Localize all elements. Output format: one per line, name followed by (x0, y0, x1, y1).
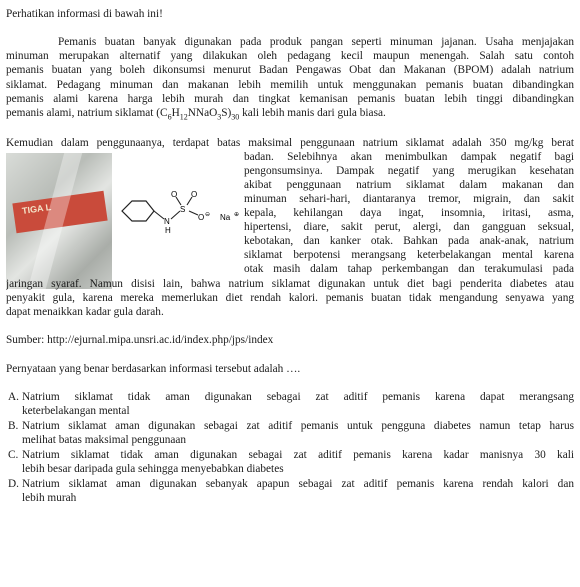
atom-n: N (164, 217, 170, 226)
para1-line-6 (6, 107, 574, 123)
para2-wrap-2: pengonsumsinya. Dampak negatif yang merugikan kesehatan (244, 165, 574, 177)
option-b-letter: B. (8, 420, 19, 432)
structural-formula (116, 189, 246, 259)
formula-sub: 30 (231, 112, 240, 122)
cyclohexane-ring (122, 201, 154, 221)
para2-wrap-9: otak masih dalam tahap perkembangan dan terakumulasi pada (244, 263, 574, 275)
option-d-line-1: Natrium siklamat aman digunakan sebanyak apapun sebagai zat aditif pemanis karena rendah kalori dan (22, 478, 574, 490)
para2-wrap-6: hipertensi, diare, sakit perut, alergi, dan gangguan seksual, (244, 221, 574, 233)
atom-o-top-right: O (191, 190, 198, 199)
formula-part: S) (221, 107, 232, 119)
bond-c-n (154, 211, 164, 219)
para2-wrap-3: akibat penggunaan natrium siklamat dalam makanan dan (244, 179, 574, 191)
question-text: Pernyataan yang benar berdasarkan informasi tersebut adalah …. (6, 363, 301, 375)
para2-wrap-4: minuman sehari-hari, diantaranya tremor, migrain, dan sakit (244, 193, 574, 205)
para2-line-1: Kemudian dalam penggunaanya, terdapat batas maksimal penggunaan natrium siklamat adalah 350 mg/kg berat (6, 137, 574, 149)
option-c-line-2: lebih besar daripada gula sehingga menyebabkan diabetes (22, 463, 284, 475)
option-c-line-1: Natrium siklamat tidak aman digunakan sebagai zat aditif pemanis karena kadar manisnya 30 kali (22, 449, 574, 461)
atom-o-minus: O (198, 213, 205, 222)
para2-rest-2: penyakit gula, karena mereka memerlukan diet rendah kalori. pemanis buatan tidak mengandung senyawa yang (6, 292, 574, 304)
option-b-line-2: melihat batas maksimal penggunaan (22, 434, 187, 446)
atom-s: S (180, 205, 186, 214)
para1-line-2: minuman merupakan alternatif yang dilakukan oleh pedagang kecil maupun menengah. Salah satu contoh (6, 50, 574, 62)
atom-o-top-left: O (171, 190, 178, 199)
option-d-letter: D. (8, 478, 19, 490)
formula-sub: 3 (217, 112, 222, 122)
para1-line-5: pemanis alami karena harga lebih murah dan tingkat kemanisan pemanis buatan lebih tinggi dibandingkan (6, 93, 574, 105)
source-text: Sumber: http://ejurnal.mipa.unsri.ac.id/index.php/jps/index (6, 334, 274, 346)
para1-line-1: Pemanis buatan banyak digunakan pada produk pangan seperti minuman jajanan. Usaha menjajakan (58, 36, 574, 48)
atom-h: H (165, 226, 171, 235)
para1-line-3: pemanis buatan yang boleh dikonsumsi menurut Badan Pengawas Obat dan Makanan (BPOM) adalah natrium (6, 64, 574, 76)
formula-prefix: pemanis alami, natrium siklamat (C (6, 107, 168, 119)
negative-charge-icon: ⊖ (205, 211, 211, 218)
option-a-letter: A. (8, 391, 19, 403)
formula-sub: 6 (167, 112, 172, 122)
package-label: TIGA L (21, 202, 52, 216)
sodium-cyclamate-figure (6, 153, 242, 289)
para1-line-4: siklamat. Pedagang minuman dan makanan lebih memilih untuk menggunakan pemanis buatan dibandingkan (6, 79, 574, 91)
intro-text: Perhatikan informasi di bawah ini! (6, 8, 163, 20)
option-a-line-1: Natrium siklamat tidak aman digunakan sebagai zat aditif pemanis karena dapat merangsang (22, 391, 574, 403)
formula-part: H (171, 107, 180, 119)
para2-rest-1: jaringan syaraf. Namun disisi lain, bahwa natrium siklamat digunakan untuk diet bagi penderita diabetes atau (6, 278, 574, 290)
bond-s-o3 (189, 211, 198, 215)
option-c-letter: C. (8, 449, 19, 461)
option-d-line-2: lebih murah (22, 492, 77, 504)
para2-wrap-1: badan. Selebihnya akan menimbulkan dampak negatif bagi (244, 151, 574, 163)
option-b-line-1: Natrium siklamat aman digunakan sebagai zat aditif pemanis untuk pengguna diabetes namun tetap harus (22, 420, 574, 432)
para2-rest-3: dapat menaikkan kadar gula darah. (6, 306, 164, 318)
positive-charge-icon: ⊕ (234, 211, 240, 218)
product-photo (6, 153, 112, 289)
bond-n-s (171, 211, 180, 219)
para2-wrap-5: kepala, kehilangan daya ingat, insomnia, iritasi, asma, (244, 207, 574, 219)
formula-part: NNaO (187, 107, 218, 119)
formula-suffix: kali lebih manis dari gula biasa. (239, 107, 386, 119)
para2-wrap-7: kebotakan, dan kanker otak. Bahkan pada anak-anak, natrium (244, 235, 574, 247)
para2-wrap-8: siklamat berpotensi merangsang keterbelakangan mental karena (244, 249, 574, 261)
option-a-line-2: keterbelakangan mental (22, 405, 130, 417)
formula-sub: 12 (179, 112, 188, 122)
atom-na: Na (220, 213, 231, 222)
